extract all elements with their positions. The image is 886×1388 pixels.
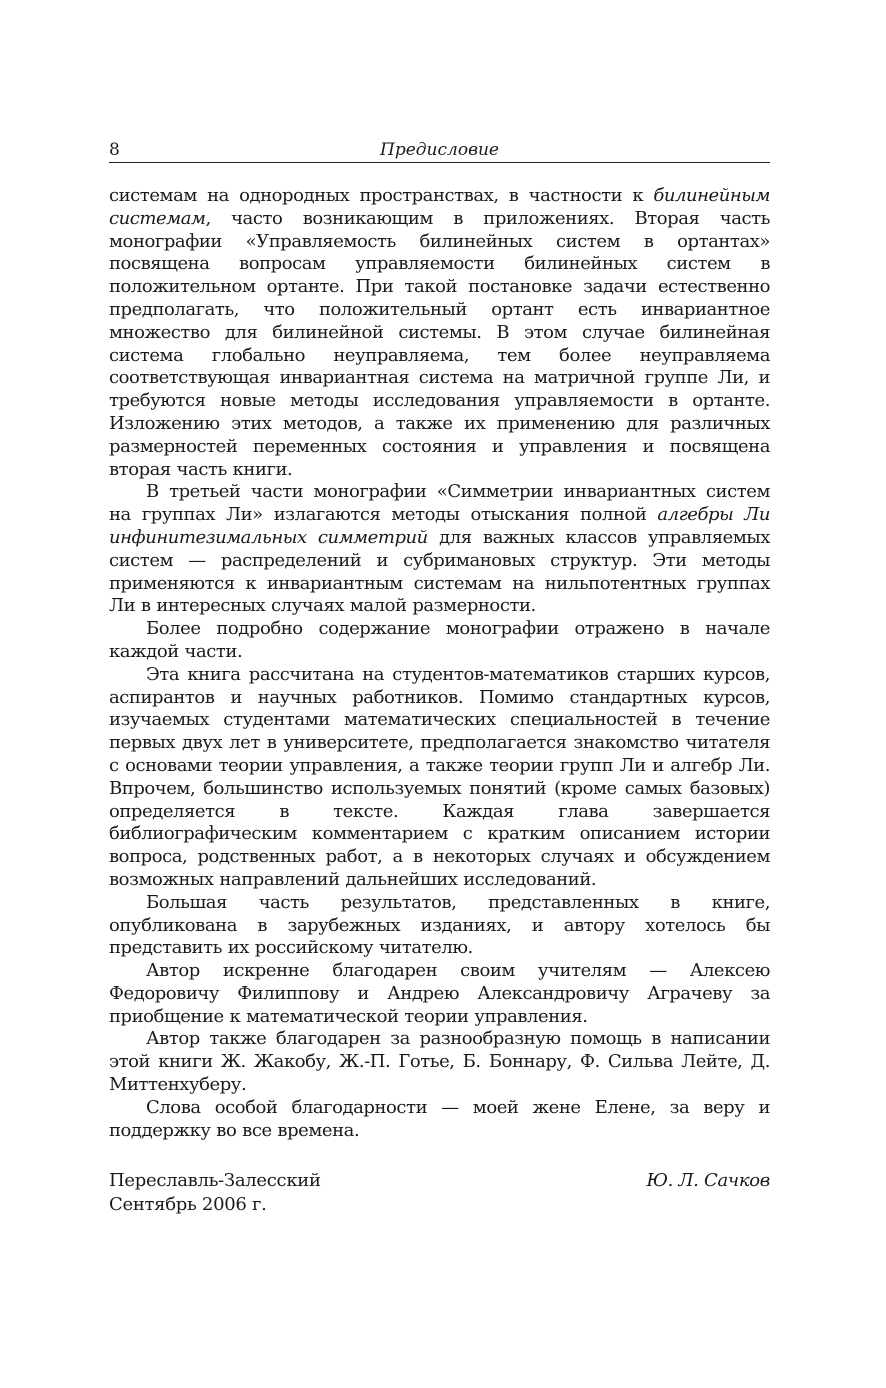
text-segment: Большая часть результатов, представленных в книге, опубликована в зарубежных изданиях, и автору хотелось бы представить их российскому читателю.	[109, 891, 770, 959]
paragraph	[109, 185, 770, 481]
page-number: 8	[109, 140, 120, 160]
text-segment: Автор также благодарен за разнообразную помощь в написании этой книги Ж. Жакобу, Ж.-П. Готье, Б. Боннару, Ф. Сильва Лейте, Д. Миттенхуберу.	[109, 1028, 770, 1096]
paragraph	[109, 1028, 770, 1096]
emphasis-term: алгебры Ли инфинитезимальных симметрий	[109, 504, 770, 548]
running-head	[109, 138, 770, 163]
text-segment: системам на однородных пространствах, в частности к	[109, 185, 654, 206]
book-page	[109, 138, 770, 1217]
signature-block	[109, 1169, 770, 1217]
paragraph	[109, 960, 770, 1028]
text-segment: Слова особой благодарности — моей жене Елене, за веру и поддержку во все времена.	[109, 1096, 770, 1141]
signature-author: Ю. Л. Сачков	[646, 1170, 770, 1192]
body-text	[109, 185, 770, 1142]
text-segment: , часто возникающим в приложениях. Вторая часть монографии «Управляемость билинейных систем в ортантах» посвящена вопросам управляемости билинейных систем в положительном ортанте. При такой постановке задачи естественно предполагать, что положительный ортант есть инвариантное множество для билинейной системы. В этом случае билинейная система глобально неуправляема, тем более неуправляема соответствующая инвариантная система на матричной группе Ли, и требуются новые методы исследования управляемости в ортанте. Изложению этих методов, а также их применению для различных размерностей переменных состояния и управления и посвящена вторая часть книги.	[109, 207, 770, 480]
signature-date: Сентябрь 2006 г.	[109, 1194, 267, 1216]
text-segment: Эта книга рассчитана на студентов-математиков старших курсов, аспирантов и научных работников. Помимо стандартных курсов, изучаемых студентами математических специальностей в течение первых двух лет в университете, предполагается знакомство читателя с основами теории управления, а также теории групп Ли и алгебр Ли. Впрочем, большинство используемых понятий (кроме самых базовых) определяется в тексте. Каждая глава завершается библиографическим комментарием с кратким описанием истории вопроса, родственных работ, а в некоторых случаях и обсуждением возможных направлений дальнейших исследований.	[109, 663, 770, 890]
paragraph	[109, 1097, 770, 1143]
text-segment: В третьей части монографии «Симметрии инвариантных систем на группах Ли» излагаются методы отыскания полной	[109, 481, 770, 526]
paragraph	[109, 618, 770, 664]
section-title: Предисловие	[380, 140, 499, 160]
paragraph	[109, 481, 770, 618]
signature-place: Переславль-Залесский	[109, 1170, 321, 1192]
text-segment: Более подробно содержание монографии отражено в начале каждой части.	[109, 618, 770, 662]
paragraph	[109, 892, 770, 960]
text-segment: Автор искренне благодарен своим учителям — Алексею Федоровичу Филиппову и Андрею Александровичу Аграчеву за приобщение к математической теории управления.	[109, 960, 770, 1027]
paragraph	[109, 664, 770, 892]
emphasis-term: билинейным системам	[109, 185, 770, 229]
text-segment: для важных классов управляемых систем — распределений и субримановых структур. Эти методы применяются к инвариантным системам на нильпотентных группах Ли в интересных случаях малой размерности.	[109, 526, 770, 617]
